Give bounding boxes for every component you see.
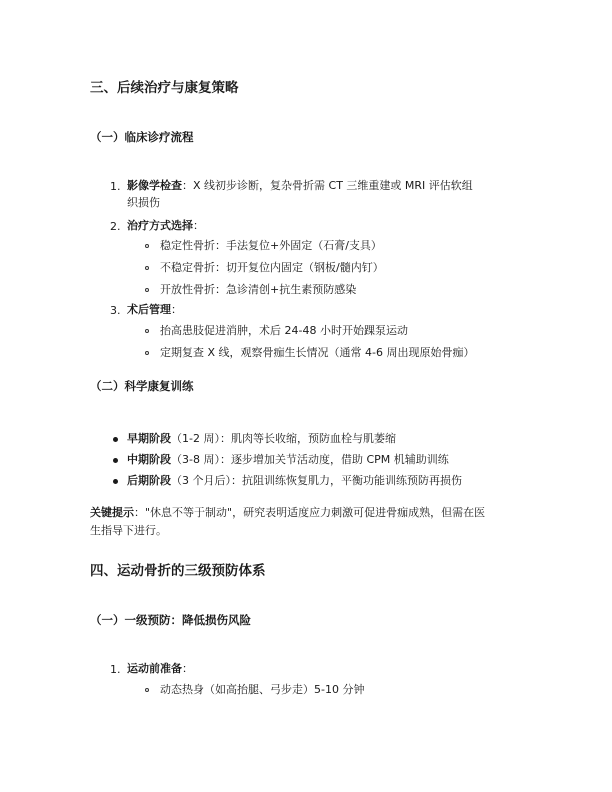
section-3-sub1-title: （一）临床诊疗流程 [90, 130, 194, 144]
section-3-sub2-title: （二）科学康复训练 [90, 379, 194, 393]
sub-list-item: 动态热身（如高抬腿、弓步走）5-10 分钟 [160, 683, 365, 696]
bullet-icon [113, 458, 118, 463]
list-item-label: 术后管理 [127, 303, 171, 316]
section-3-title: 三、后续治疗与康复策略 [90, 80, 239, 96]
hollow-bullet-icon [145, 351, 149, 355]
bullet-icon [113, 479, 118, 484]
list-item-label: 治疗方式选择 [127, 219, 193, 232]
list-item [127, 218, 204, 234]
sub-list-item: 不稳定骨折：切开复位内固定（钢板/髓内钉） [160, 261, 384, 274]
section-4-sub1-title: （一）一级预防：降低损伤风险 [90, 613, 251, 627]
list-item-label: 运动前准备 [127, 662, 182, 675]
key-tip-continuation: 生指导下进行。 [90, 524, 167, 537]
bullet-item-label: 中期阶段 [127, 453, 171, 466]
key-tip-text: ："休息不等于制动"，研究表明适度应力刺激可促进骨痂成熟，但需在医 [134, 506, 486, 519]
sub-list-item: 稳定性骨折：手法复位+外固定（石膏/支具） [160, 239, 382, 252]
list-number: 1. [110, 180, 121, 193]
list-item [127, 178, 473, 194]
list-number: 2. [110, 220, 121, 233]
list-item-continuation: 织损伤 [127, 196, 160, 209]
bullet-item-label: 后期阶段 [127, 474, 171, 487]
list-item-text: ：X 线初步诊断，复杂骨折需 CT 三维重建或 MRI 评估软组 [182, 179, 473, 192]
bullet-item-text: （1-2 周）：肌肉等长收缩，预防血栓与肌萎缩 [171, 432, 396, 445]
section-4-title: 四、运动骨折的三级预防体系 [90, 563, 266, 579]
bullet-item-text: （3 个月后）：抗阻训练恢复肌力，平衡功能训练预防再损伤 [171, 474, 462, 487]
list-number: 3. [110, 304, 121, 317]
list-item-text: ： [182, 662, 193, 675]
sub-list-item: 抬高患肢促进消肿，术后 24-48 小时开始踝泵运动 [160, 324, 408, 337]
bullet-icon [113, 437, 118, 442]
hollow-bullet-icon [145, 688, 149, 692]
sub-list-item: 定期复查 X 线，观察骨痂生长情况（通常 4-6 周出现原始骨痂） [160, 346, 475, 359]
bullet-item-label: 早期阶段 [127, 432, 171, 445]
bullet-item [127, 431, 396, 447]
list-item-label: 影像学检查 [127, 179, 182, 192]
list-item [127, 661, 193, 677]
list-number: 1. [110, 663, 121, 676]
sub-list-item: 开放性骨折：急诊清创+抗生素预防感染 [160, 283, 357, 296]
bullet-item-text: （3-8 周）：逐步增加关节活动度，借助 CPM 机辅助训练 [171, 453, 449, 466]
hollow-bullet-icon [145, 288, 149, 292]
hollow-bullet-icon [145, 244, 149, 248]
key-tip-label: 关键提示 [90, 506, 134, 519]
bullet-item [127, 452, 449, 468]
bullet-item [127, 473, 462, 489]
list-item-text: ： [193, 219, 204, 232]
list-item-text: ： [171, 303, 182, 316]
hollow-bullet-icon [145, 329, 149, 333]
hollow-bullet-icon [145, 266, 149, 270]
list-item [127, 302, 182, 318]
key-tip [90, 505, 485, 521]
